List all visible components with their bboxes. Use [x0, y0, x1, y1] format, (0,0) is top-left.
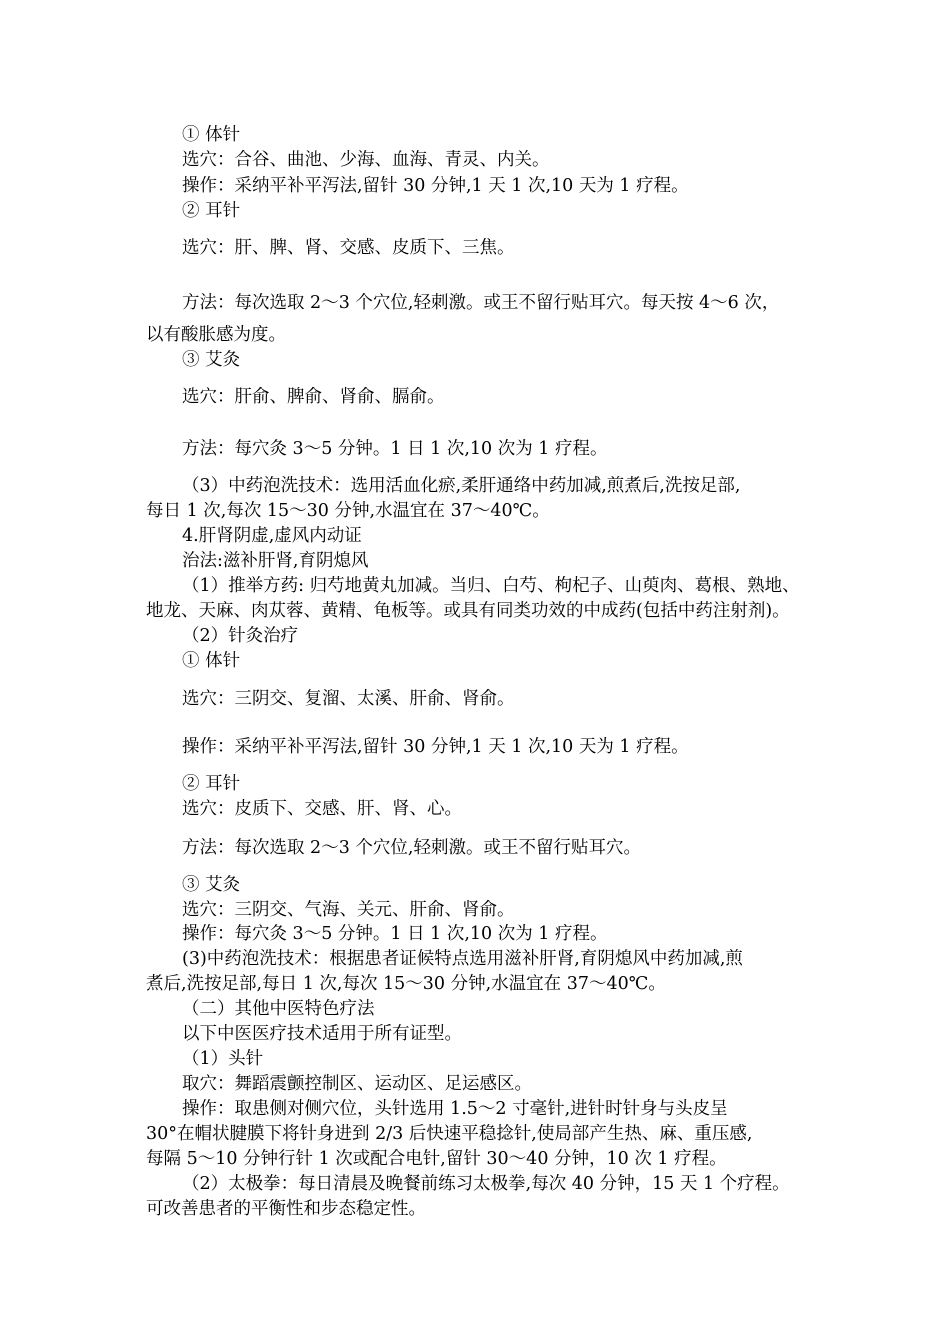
- text-line: （1）推举方药: 归芍地黄丸加减。当归、白芍、枸杞子、山萸肉、葛根、熟地、: [182, 576, 800, 596]
- text-line: 方法：每穴灸 3～5 分钟。1 日 1 次,10 次为 1 疗程。: [182, 439, 608, 459]
- text-line: 选穴：三阴交、复溜、太溪、肝俞、肾俞。: [182, 689, 515, 709]
- section-heading-liver-kidney: 4.肝肾阴虚,虚风内动证: [182, 526, 362, 546]
- heading-body-acupuncture-2: ① 体针: [182, 651, 241, 671]
- heading-ear-acupuncture-2: ② 耳针: [182, 774, 241, 794]
- text-line: 方法：每次选取 2～3 个穴位,轻刺激。或王不留行贴耳穴。每天按 4～6 次，: [182, 293, 780, 313]
- text-line: 治法:滋补肝肾,育阴熄风: [182, 551, 369, 571]
- text-line: 地龙、天麻、肉苁蓉、黄精、龟板等。或具有同类功效的中成药(包括中药注射剂)。: [146, 601, 790, 621]
- text-line: 选穴：皮质下、交感、肝、肾、心。: [182, 799, 462, 819]
- text-line: 每日 1 次,每次 15～30 分钟,水温宜在 37～40℃。: [146, 501, 550, 521]
- text-line: 可改善患者的平衡性和步态稳定性。: [146, 1199, 426, 1219]
- text-line: 煮后,洗按足部,每日 1 次,每次 15～30 分钟,水温宜在 37～40℃。: [146, 974, 666, 994]
- text-line: （1）头针: [182, 1049, 264, 1069]
- text-line: 操作：采纳平补平泻法,留针 30 分钟,1 天 1 次,10 天为 1 疗程。: [182, 176, 689, 196]
- heading-moxibustion-1: ③ 艾灸: [182, 350, 241, 370]
- text-line: 取穴：舞蹈震颤控制区、运动区、足运感区。: [182, 1074, 532, 1094]
- text-line: 选穴：肝、脾、肾、交感、皮质下、三焦。: [182, 238, 515, 258]
- text-line: 选穴：合谷、曲池、少海、血海、青灵、内关。: [182, 150, 550, 170]
- text-line: 选穴：肝俞、脾俞、肾俞、膈俞。: [182, 387, 445, 407]
- heading-body-acupuncture-1: ① 体针: [182, 125, 241, 145]
- text-line: 操作：每穴灸 3～5 分钟。1 日 1 次,10 次为 1 疗程。: [182, 924, 608, 944]
- text-line: 方法：每次选取 2～3 个穴位,轻刺激。或王不留行贴耳穴。: [182, 838, 641, 858]
- text-line: 操作：取患侧对侧穴位，头针选用 1.5～2 寸毫针,进针时针身与头皮呈: [182, 1099, 728, 1119]
- text-line: 以有酸胀感为度。: [146, 325, 286, 345]
- text-line: （2）针灸治疗: [182, 626, 299, 646]
- text-line: 每隔 5～10 分钟行针 1 次或配合电针,留针 30～40 分钟，10 次 1 疗程。: [146, 1149, 727, 1169]
- text-line: 操作：采纳平补平泻法,留针 30 分钟,1 天 1 次,10 天为 1 疗程。: [182, 737, 689, 757]
- section-heading-other-therapies: （二）其他中医特色疗法: [182, 999, 375, 1019]
- heading-ear-acupuncture-1: ② 耳针: [182, 201, 241, 221]
- text-line: (3)中药泡洗技术：根据患者证候特点选用滋补肝肾,育阴熄风中药加减,煎: [182, 949, 743, 969]
- text-line: （3）中药泡洗技术：选用活血化瘀,柔肝通络中药加减,煎煮后,洗按足部,: [182, 476, 741, 496]
- text-line: （2）太极拳：每日清晨及晚餐前练习太极拳,每次 40 分钟，15 天 1 个疗程。: [182, 1174, 790, 1194]
- text-line: 以下中医医疗技术适用于所有证型。: [182, 1024, 462, 1044]
- text-line: 30°在帽状腱膜下将针身进到 2/3 后快速平稳捻针,使局部产生热、麻、重压感,: [146, 1124, 753, 1144]
- heading-moxibustion-2: ③ 艾灸: [182, 875, 241, 895]
- text-line: 选穴：三阴交、气海、关元、肝俞、肾俞。: [182, 900, 515, 920]
